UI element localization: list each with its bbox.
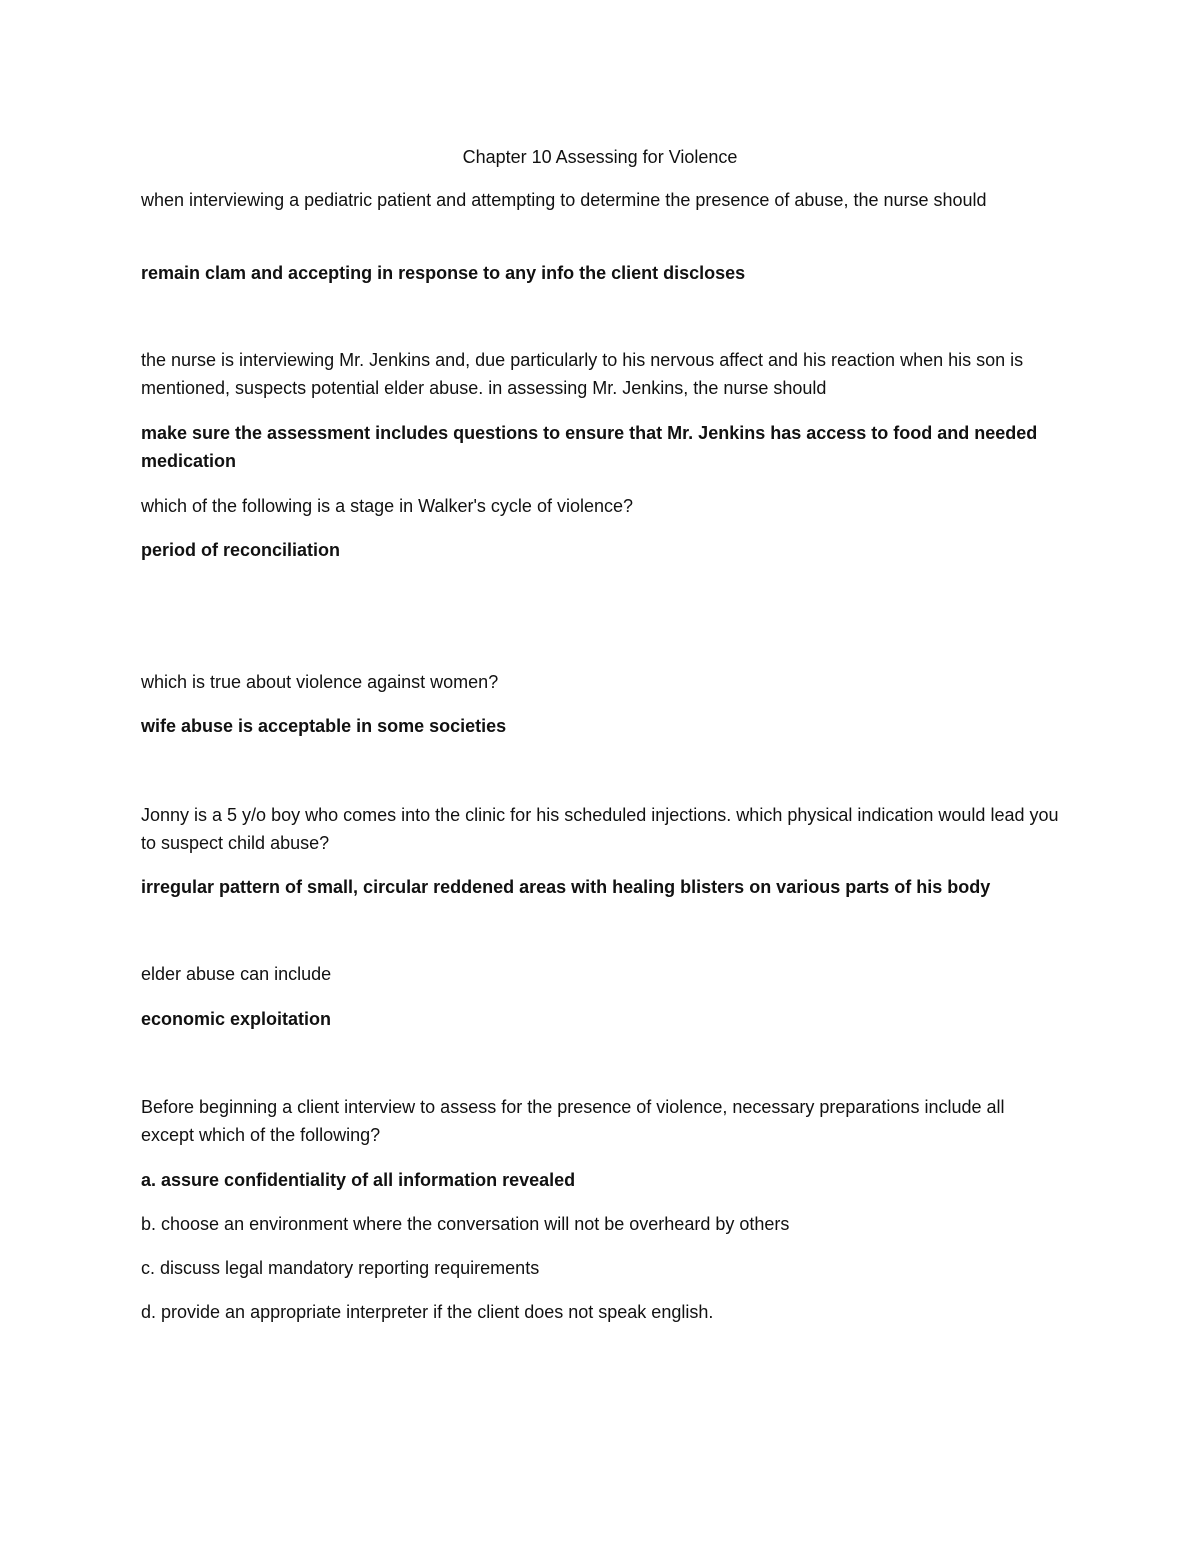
question-4: which is true about violence against women?: [141, 672, 499, 692]
answer-3: period of reconciliation: [141, 540, 341, 560]
answer-2: make sure the assessment includes questions to ensure that Mr. Jenkins has access to food and needed medication: [141, 423, 1038, 471]
question-7: Before beginning a client interview to assess for the presence of violence, necessary preparations include all except which of the following?: [141, 1097, 1005, 1145]
question-2: the nurse is interviewing Mr. Jenkins and, due particularly to his nervous affect and his reaction when his son is mentioned, suspects potential elder abuse. in assessing Mr. Jenkins, the nurse should: [141, 350, 1024, 398]
option-b: b. choose an environment where the conversation will not be overheard by others: [141, 1214, 790, 1234]
question-3: which of the following is a stage in Walker's cycle of violence?: [141, 496, 634, 516]
answer-5: irregular pattern of small, circular reddened areas with healing blisters on various parts of his body: [141, 877, 991, 897]
answer-6: economic exploitation: [141, 1009, 332, 1029]
option-d: d. provide an appropriate interpreter if the client does not speak english.: [141, 1302, 714, 1322]
option-a: a. assure confidentiality of all information revealed: [141, 1170, 576, 1190]
answer-1: remain clam and accepting in response to any info the client discloses: [141, 263, 746, 283]
question-1: when interviewing a pediatric patient and attempting to determine the presence of abuse, the nurse should: [141, 190, 987, 210]
question-5: Jonny is a 5 y/o boy who comes into the clinic for his scheduled injections. which physical indication would lead you to suspect child abuse?: [141, 805, 1059, 853]
option-c: c. discuss legal mandatory reporting requirements: [141, 1258, 540, 1278]
question-6: elder abuse can include: [141, 964, 332, 984]
answer-4: wife abuse is acceptable in some societies: [141, 716, 507, 736]
page-title: Chapter 10 Assessing for Violence: [462, 147, 738, 167]
